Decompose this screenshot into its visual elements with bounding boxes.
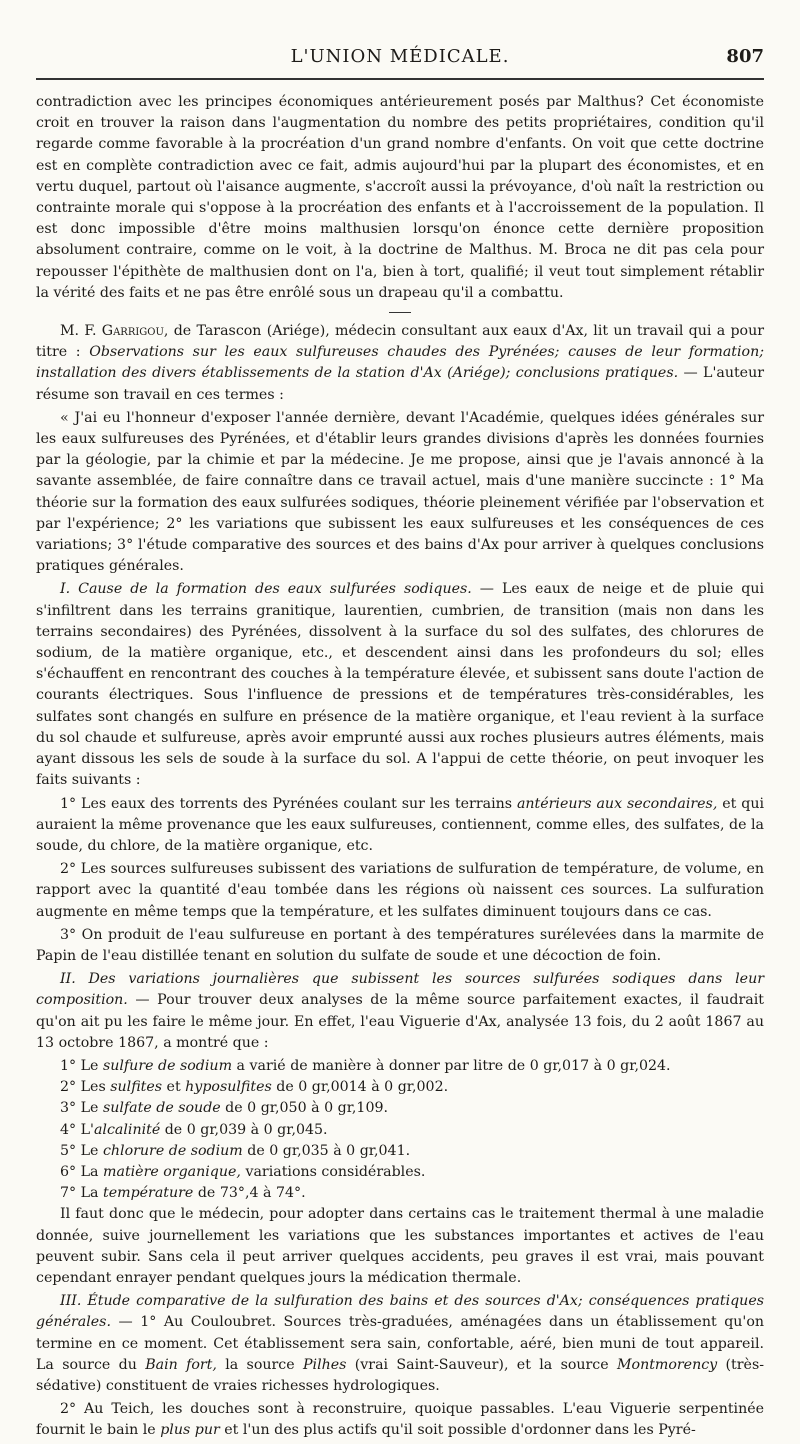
work-title: Observations sur les eaux sulfureuses chaudes des Pyrénées; causes de leur formation; installation des divers établissements de la station d'Ax (Ariége); conclusions pratiques. (36, 344, 765, 382)
paragraph-fact-3: 3° On produit de l'eau sulfureuse en portant à des températures surélevées dans la marmite de Papin de l'eau distillée tenant en solution du sulfate de soude et une décoction de foin. (36, 926, 764, 964)
paragraph-section-2 (36, 969, 764, 1054)
section-1-text: — Les eaux de neige et de pluie qui s'infiltrent dans les terrains granitique, laurentien, cumbrien, de transition (mais non dans les terrains secondaires) des Pyrénées, dissolvent à la surface du sol des sulfates, des chlorures de sodium, de la matière organique, etc., et descendent ainsi dans les profondeurs du sol; elles s'échauffent en rencontrant des couches à la température élevée, et subissent sans doute l'action de courants électriques. Sous l'influence de pressions et de températures très-considérables, les sulfates sont changés en sulfure en présence de la matière organique, et l'eau revient à la surface du sol chaude et sulfureuse, après avoir emprunté aussi aux roches plusieurs autres éléments, mais ayant dissous les sels de soude à la surface du sol. A l'appui de cette théorie, on peut invoquer les faits suivants : (36, 581, 765, 789)
fact-1-italic: antérieurs aux secondaires, (516, 795, 718, 812)
section-2-text: — Pour trouver deux analyses de la même source parfaitement exactes, il faudrait qu'on ait pu les faire le même jour. En effet, l'eau Viguerie d'Ax, analysée 13 fois, du 2 août 1867 au 13 octobre 1867, a montré que : (36, 992, 764, 1051)
list-item: 3° Le sulfate de soude de 0 gr,050 à 0 gr,109. (60, 1100, 389, 1117)
page-number: 807 (726, 46, 764, 67)
paragraph-section-3: III. Étude comparative de la sulfuration des bains et des sources d'Ax; conséquences pratiques générales. — 1° Au Couloubret. Sources très-graduées, aménagées dans un établissement qu'on termine en ce moment. Cet établissement sera sain, confortable, aéré, bien muni de tout appareil. La source du Bain fort, la source Pilhes (vrai Saint-Sauveur), et la source Montmorency (très-sédative) constituent de vraies richesses hydrologiques. (36, 1293, 765, 1394)
variation-list (36, 1056, 764, 1204)
author-name: M. F. Garrigou (60, 323, 164, 340)
list-item: 1° Le sulfure de sodium a varié de manière à donner par litre de 0 gr,017 à 0 gr,024. (60, 1057, 671, 1074)
paragraph-fact-2: 2° Les sources sulfureuses subissent des variations de sulfuration de température, de volume, en rapport avec la quantité d'eau tombée dans les régions où naissent ces sources. La sulfuration augmente en même temps que la température, et les sulfates diminuent toujours dans ce cas. (36, 861, 764, 920)
header-rule (36, 78, 764, 80)
article-body (36, 92, 764, 1444)
section-1-heading: I. Cause de la formation des eaux sulfurées sodiques. (60, 581, 472, 598)
paragraph-section-1 (36, 579, 764, 791)
paragraph-conclusion-2: Il faut donc que le médecin, pour adopter dans certains cas le traitement thermal à une maladie donnée, suive journellement les variations que les substances importantes et actives de l'eau peuvent subir. Sans cela il peut arriver quelques accidents, peu graves il est vrai, mais pouvant cependant enrayer pendant quelques jours la médication thermale. (36, 1206, 764, 1286)
running-header (36, 46, 764, 76)
section-3-heading: III. Étude comparative de la sulfuration des bains et des sources d'Ax; conséquences pratiques générales. (36, 1293, 764, 1331)
paragraph-malthus: contradiction avec les principes économiques antérieurement posés par Malthus? Cet économiste croit en trouver la raison dans l'augmentation du nombre des petits propriétaires, condition qu'il regarde comme favorable à la procréation d'un grand nombre d'enfants. On voit que cette doctrine est en complète contradiction avec ce fait, admis aujourd'hui par la plupart des économistes, et en vertu duquel, partout où l'aisance augmente, s'accroît aussi la prévoyance, d'où naît la restriction ou contrainte morale qui s'oppose à la procréation des enfants et à l'accroissement de la population. Il est donc impossible d'être moins malthusien lorsqu'on énonce cette dernière proposition absolument contraire, comme on le voit, à la doctrine de Malthus. M. Broca ne dit pas cela pour repousser l'épithète de malthusien dont on l'a, bien à tort, qualifié; il veut tout simplement rétablir la vérité des faits et ne pas être enrôlé sous un drapeau qu'il a combattu. (36, 94, 764, 301)
fact-1-text-b: et qui auraient la même provenance que les eaux sulfureuses, contiennent, comme elles, des sulfates, de la soude, du chlore, de la matière organique, etc. (36, 795, 764, 854)
intro-text: , de Tarascon (Ariége), médecin consultant aux eaux d'Ax, lit un travail qui a pour titre : (36, 323, 764, 361)
list-item: 7° La température de 73°,4 à 74°. (60, 1185, 306, 1202)
list-item: 2° Les sulfites et hyposulfites de 0 gr,0014 à 0 gr,002. (60, 1079, 449, 1096)
fact-1-text-a: 1° Les eaux des torrents des Pyrénées coulant sur les terrains (60, 795, 517, 812)
section-2-heading: II. Des variations journalières que subissent les sources sulfurées sodiques dans leur composition. (36, 971, 764, 1009)
list-item: 6° La matière organique, variations considérables. (60, 1163, 426, 1180)
section-separator (389, 312, 411, 313)
paragraph-fact-1 (36, 794, 764, 858)
intro-text-end: — L'auteur résume son travail en ces termes : (36, 365, 764, 403)
journal-title: L'UNION MÉDICALE. (290, 46, 510, 67)
paragraph-quote-opening: « J'ai eu l'honneur d'exposer l'année dernière, devant l'Académie, quelques idées générales sur les eaux sulfureuses des Pyrénées, et d'établir leurs grandes divisions d'après les données fournies par la géologie, par la chimie et par la médecine. Je me propose, ainsi que je l'avais annoncé à la savante assemblée, de faire connaître dans ce travail actuel, mais d'une manière succincte : 1° Ma théorie sur la formation des eaux sulfurées sodiques, théorie pleinement vérifiée par l'observation et par l'expérience; 2° les variations que subissent les eaux sulfureuses et les conséquences de ces variations; 3° l'étude comparative des sources et des bains d'Ax pour arriver à quelques conclusions pratiques générales. (36, 409, 764, 575)
paragraph-garrigou-intro (36, 321, 764, 406)
list-item: 4° L'alcalinité de 0 gr,039 à 0 gr,045. (60, 1121, 328, 1138)
list-item: 5° Le chlorure de sodium de 0 gr,035 à 0 gr,041. (60, 1142, 411, 1159)
paragraph-teich: 2° Au Teich, les douches sont à reconstruire, quoique passables. L'eau Viguerie serpentinée fournit le bain le plus pur et l'un des plus actifs qu'il soit possible d'ordonner dans les Pyré- (36, 1401, 764, 1439)
